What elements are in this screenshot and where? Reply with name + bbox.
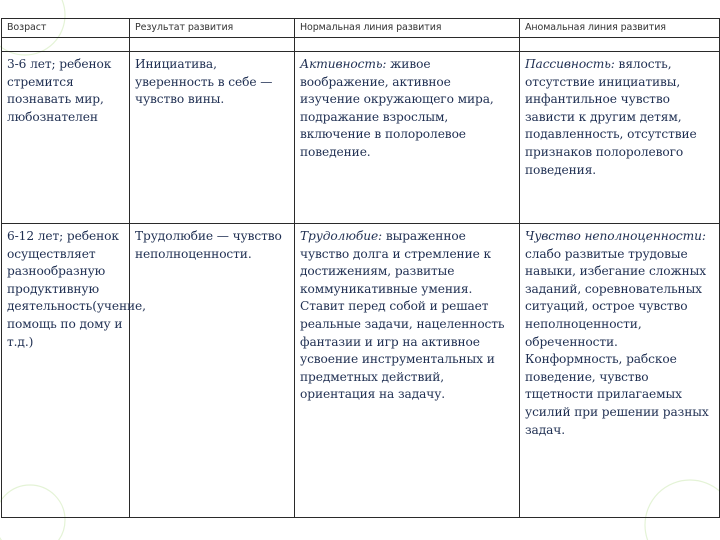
header-normal-line: Нормальная линия развития [295,19,520,38]
development-table [1,18,720,518]
abnormal-term: Чувство неполноценности: [525,229,706,243]
age-cell: 3-6 лет; ребенок стремится познавать мир, любознателен [2,52,130,224]
result-cell: Инициатива, уверенность в себе — чувство вины. [130,52,295,224]
abnormal-line-cell [520,224,720,518]
table-header-row [2,19,720,38]
header-age: Возраст [2,19,130,38]
abnormal-description: вялость, отсутствие инициативы, инфантильное чувство зависти к другим детям, подавленность, отсутствие признаков полоролевого поведения. [525,57,697,177]
abnormal-description: слабо развитые трудовые навыки, избегание сложных заданий, соревновательных ситуаций, острое чувство неполноценности, обреченности. Конформность, рабское поведение, чувство тщетности прилагаемых усилий при решении разных задач. [525,246,709,437]
abnormal-term: Пассивность: [525,57,615,71]
header-abnormal-line: Аномальная линия развития [520,19,720,38]
result-cell: Трудолюбие — чувство неполноценности. [130,224,295,518]
normal-description: живое воображение, активное изучение окружающего мира, подражание взрослым, включение в полоролевое поведение. [300,57,494,159]
table-row [2,52,720,224]
age-cell: 6-12 лет; ребенок осуществляет разнообразную продуктивную деятельность(учение, помощь по дому и т.д.) [2,224,130,518]
header-result: Результат развития [130,19,295,38]
normal-term: Трудолюбие: [300,229,383,243]
table-row [2,224,720,518]
abnormal-line-cell [520,52,720,224]
normal-term: Активность: [300,57,387,71]
normal-line-cell [295,52,520,224]
normal-description: выраженное чувство долга и стремление к достижениям, развитые коммуникативные умения. Ставит перед собой и решает реальные задачи, нацеленность фантазии и игр на активное усвоение инструментальных и предметных действий, ориентация на задачу. [300,229,505,402]
spacer-row [2,38,720,52]
normal-line-cell [295,224,520,518]
